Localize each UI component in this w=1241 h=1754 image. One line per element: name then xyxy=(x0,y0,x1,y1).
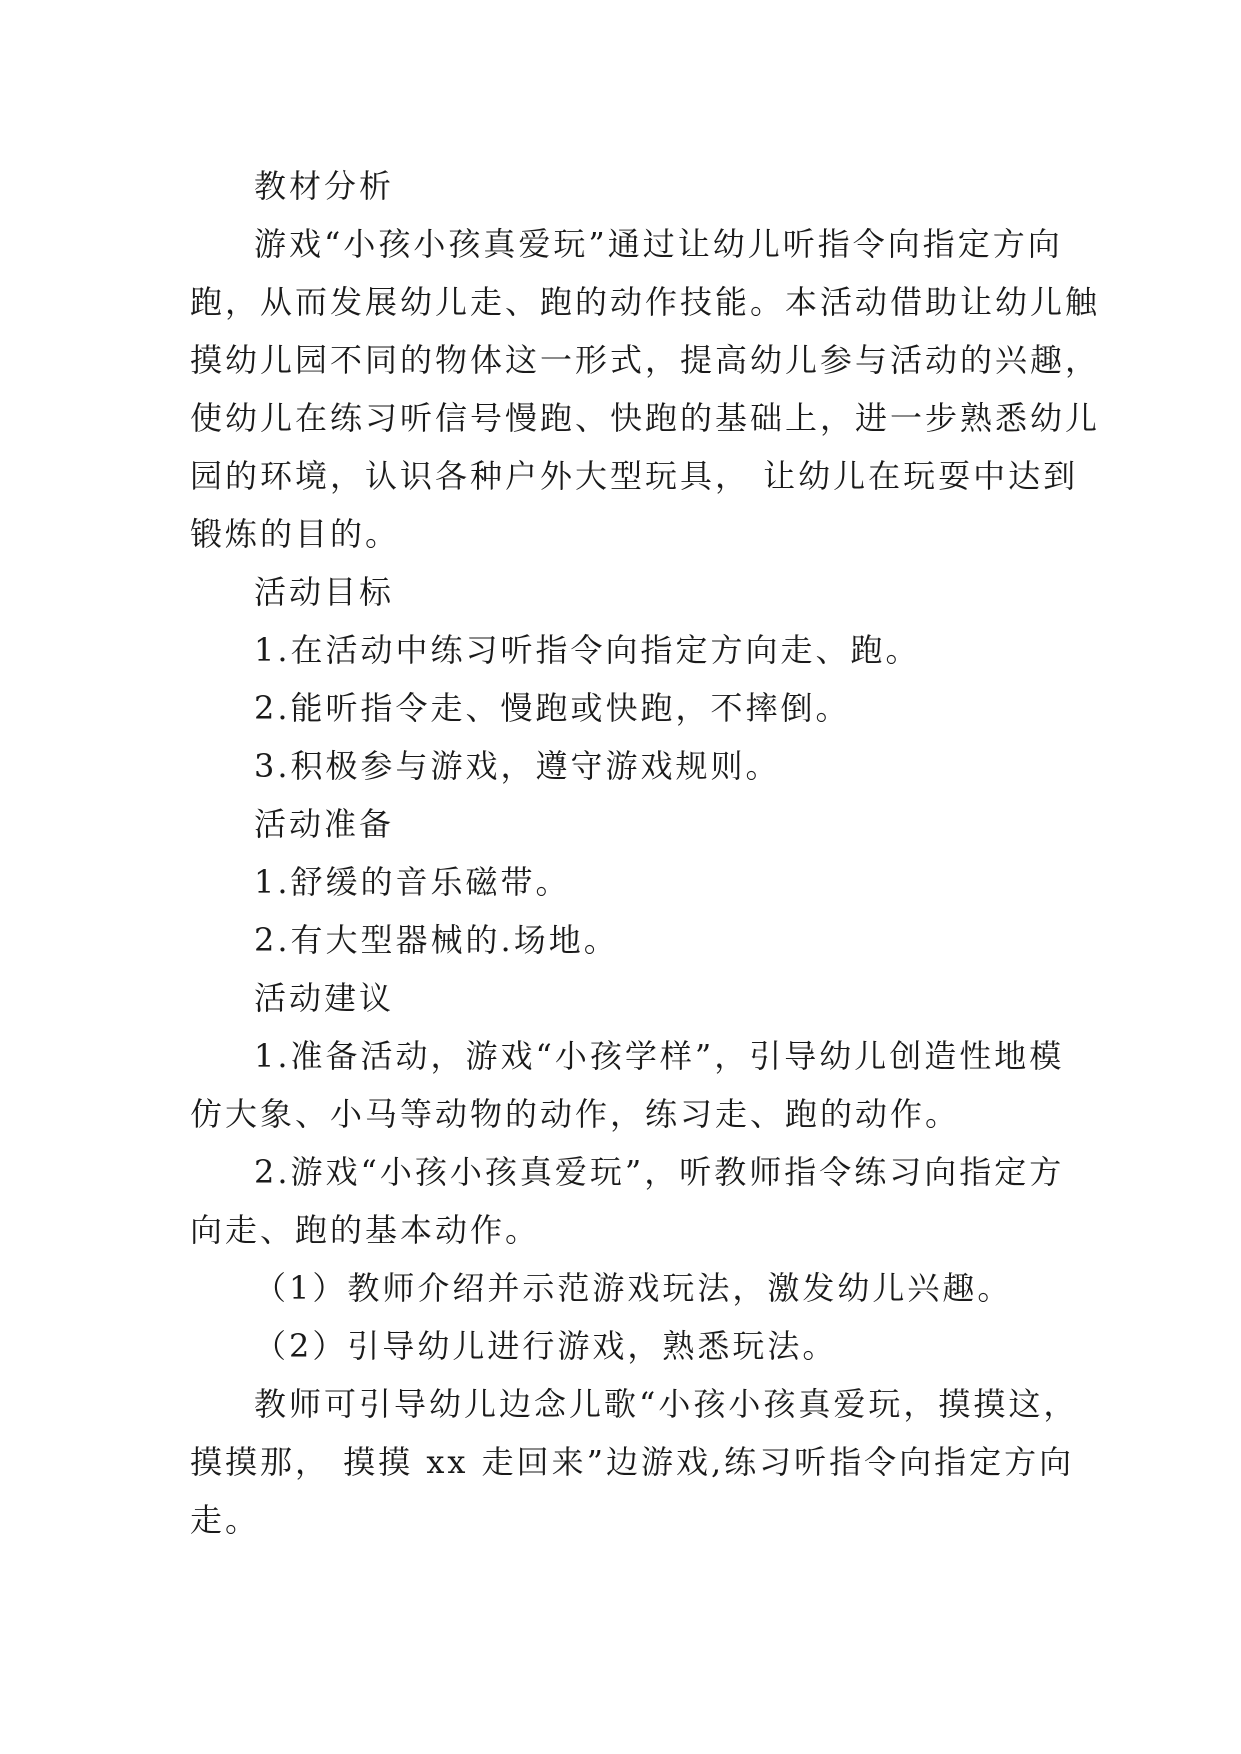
list-item: 3.积极参与游戏，遵守游戏规则。 xyxy=(254,747,781,785)
paragraph-line: 1.准备活动，游戏“小孩学样”，引导幼儿创造性地模 xyxy=(254,1037,1065,1075)
paragraph-line: 2.游戏“小孩小孩真爱玩”，听教师指令练习向指定方 xyxy=(254,1153,1065,1191)
list-item: 1.舒缓的音乐磁带。 xyxy=(254,863,571,901)
sub-item: （1）教师介绍并示范游戏玩法，激发幼儿兴趣。 xyxy=(254,1269,1013,1307)
paragraph-line: 使幼儿在练习听信号慢跑、快跑的基础上，进一步熟悉幼儿 xyxy=(190,399,1101,437)
heading-activity-preparation: 活动准备 xyxy=(254,805,395,843)
paragraph-line: 园的环境，认识各种户外大型玩具， 让幼儿在玩耍中达到 xyxy=(190,457,1079,495)
list-item: 1.在活动中练习听指令向指定方向走、跑。 xyxy=(254,631,921,669)
paragraph-line: 仿大象、小马等动物的动作，练习走、跑的动作。 xyxy=(190,1095,961,1133)
heading-activity-suggestions: 活动建议 xyxy=(254,979,395,1017)
paragraph-line: 跑，从而发展幼儿走、跑的动作技能。本活动借助让幼儿触 xyxy=(190,283,1101,321)
paragraph-line: 摸幼儿园不同的物体这一形式，提高幼儿参与活动的兴趣， xyxy=(190,341,1101,379)
sub-item: （2）引导幼儿进行游戏，熟悉玩法。 xyxy=(254,1327,838,1365)
paragraph-line: 锻炼的目的。 xyxy=(190,515,401,553)
paragraph-line: 游戏“小孩小孩真爱玩”通过让幼儿听指令向指定方向 xyxy=(254,225,1063,263)
heading-material-analysis: 教材分析 xyxy=(254,167,395,205)
paragraph-line: 摸摸那， 摸摸 xx 走回来”边游戏,练习听指令向指定方向 xyxy=(190,1443,1075,1481)
paragraph-line: 教师可引导幼儿边念儿歌“小孩小孩真爱玩，摸摸这， xyxy=(254,1385,1079,1423)
list-item: 2.有大型器械的.场地。 xyxy=(254,921,619,959)
heading-activity-goals: 活动目标 xyxy=(254,573,395,611)
paragraph-line: 向走、跑的基本动作。 xyxy=(190,1211,541,1249)
list-item: 2.能听指令走、慢跑或快跑，不摔倒。 xyxy=(254,689,851,727)
paragraph-line: 走。 xyxy=(190,1501,261,1539)
